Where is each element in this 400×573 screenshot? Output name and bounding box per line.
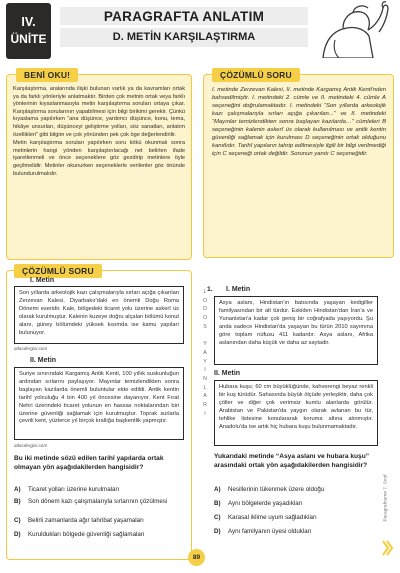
option-text: Karasal iklime uyum sağladıkları xyxy=(228,514,317,521)
unit-word: ÜNİTE xyxy=(10,32,47,46)
book-side-label xyxy=(381,458,391,538)
text2-box xyxy=(14,367,184,440)
q1-text2-body: Hubara kuşu; 60 cm büyüklüğünde, kahverengi beyaz renkli bir kuş türüdür. Sahasında büyük ölçüde yerleşiktir, daha çok çöller ve diğer çok verimsiz kumlu alanlarda görülür. Arabistan ve Pakistan'da yaygın olarak avlanan bu tür, tehlike listesine konulararak koruma altına alınmıştır. Anadolu'da ise artık hiç hubara kuşu bulunmamaktadır. xyxy=(219,384,373,430)
q1-question-stem: Yukarıdaki metinde “Asya aslanı ve hubara kuşu” arasındaki ortak yön aşağıdakilerden hangisidir? xyxy=(214,453,370,469)
option-d[interactable] xyxy=(14,531,145,538)
option-letter: B) xyxy=(14,498,21,505)
option-text: Aynı familyanın üyesi oldukları xyxy=(228,528,312,535)
text2-source: atlasdergisi.com xyxy=(14,443,48,448)
option-a[interactable] xyxy=(14,486,119,493)
read-me-paragraph: Metin karşılaştırma soruları yapılırken soru kökü okunmalı sonra metinlerin hangi yönden karşılaştırılacağı net belirlen ifade işaretlenmeli ve önce seçeneklere göz gezdirip metinlere öyle geçilmelidir. Metinler okunurken seçeneklerle verilenler göz önünde bulundurulmalıdır. xyxy=(13,140,185,177)
q1-text1-box xyxy=(214,296,378,365)
option-letter: B) xyxy=(214,500,221,507)
option-letter: D) xyxy=(214,528,221,535)
page-number: 89 xyxy=(188,549,205,566)
question-stem: Bu iki metinde sözü edilen tarihî yapılarda ortak olmayan yön aşağıdakilerden hangisidir? xyxy=(14,455,164,471)
unit-number: IV. xyxy=(21,15,36,29)
option-letter: C) xyxy=(14,517,21,524)
option-letter: C) xyxy=(214,514,221,521)
solution-box xyxy=(203,74,394,258)
option-text: Belirli zamanlarda ağır tahribat yaşamaları xyxy=(28,517,144,524)
unit-badge xyxy=(6,3,51,59)
text1-body: Son yıllarda arkeolojik kazı çalışmalarıyla sırları açığa çıkarılan Zerzevan Kalesi, Diyarbakır'daki en önemli Doğu Roma Dönemi eseridir. Kale, bölgedeki ticaret yolu üzerine askerî üs olarak kurulmuştur. Kalenin kuzeye doğru alçalan bölümü konut alanı, güney bölümdeki yüksek kısımda ise kamu yapıları bulunuyor. xyxy=(19,290,179,336)
q1-option-a[interactable] xyxy=(214,486,324,493)
option-letter: A) xyxy=(14,486,21,493)
option-text: Son dönem kazı çalışmalarıyla sırlarının çözülmesi xyxy=(28,498,168,505)
solved-question-tag: ÇÖZÜMLÜ SORU xyxy=(14,264,102,278)
person-illustration-icon xyxy=(313,0,397,58)
text1-source: atlasdergisi.com xyxy=(14,346,48,351)
option-c[interactable] xyxy=(14,517,144,524)
q1-text1-heading: I. Metin xyxy=(226,286,251,293)
text2-body: Suriye sınırındaki Kargamış Antik Kenti, 100 yıllık suskunluğun ardından sırlarını paylaşıyor. Mayınlar temizlendikten sonra başlayan kazılarda önemli buluntular elde edildi. Antik kentin tarihî yolculuğu 4 bin 400 yıl öncesine dayanıyor. Kent Fırat Nehri üzerindeki ticaret yolunun en hassas noktalarından biri üzerine güvenliği sağlamak için kurulmuştur. Toprak surlarla çevrili kent, yüzlerce yıl birçok krallığa başkentlik yapmıştır. xyxy=(19,371,179,425)
page-title: PARAGRAFTA ANLATIM xyxy=(103,9,265,24)
option-letter: D) xyxy=(14,531,21,538)
option-b[interactable] xyxy=(14,498,186,506)
option-text: Aynı bölgelerde yaşadıkları xyxy=(228,500,303,507)
read-me-box xyxy=(6,74,192,260)
option-text: Nesillerinin tükenmek üzere oldoğu xyxy=(228,486,325,493)
text1-box xyxy=(14,286,184,344)
chevron-right-icon xyxy=(382,540,393,556)
read-me-paragraph: Karşılaştırma, aralarında ilişki bulunan varlık ya da kavramları ortak ya da farklı yönleriyle anlatmaktır. Birden çok metnin ortak veya farklı yönlerinin kıyaslanmasıyla metin karşılaştırma soruları ortaya çıkar. Karşılaştırma sorularının yapabilmesi için bilgi birikimi gerekir. Çünkü kıyaslama yapılırken “ana düşünce, yardımcı düşünce, konu, tema, hikâye unsurları, düşünceyi geliştirme yolları, söz sanatları, anlatım özellikleri” gibi bilgim ve çok yönünden pek çok öge değerlendirilir. xyxy=(13,86,185,138)
text2-heading: II. Metin xyxy=(30,357,57,364)
q1-text1-body: Asya aslanı, Hindistan'ın batısında yaşayan kedigiller familyasından bir alt türdür. Eskiden Hindistan'dan İran'a ve Yunanistan'a kadar çok geniş bir coğrafyada yaşıyordu. Şu anda sadece Hindistan'da yaşayan bu türün 2010 sayımına göre toplam nüfusu 411 kadardır. Asya aslanı, Afrika aslanından daha küçük ve daha az saytadir. xyxy=(219,300,373,346)
q1-option-d[interactable] xyxy=(214,528,311,535)
solution-tag: ÇÖZÜMLÜ SORU xyxy=(212,68,300,82)
option-letter: A) xyxy=(214,486,221,493)
read-me-tag: BENİ OKU! xyxy=(16,68,78,82)
question-number: 1. xyxy=(207,286,213,293)
q1-text2-heading: II. Metin xyxy=(214,370,241,377)
page-subtitle: D. METİN KARŞILAŞTIRMA xyxy=(112,31,256,43)
option-text: Ticaret yolları üzerine kurulmaları xyxy=(28,486,120,493)
text1-heading: I. Metin xyxy=(30,277,55,284)
option-text: Kuruldukları bölgede güvenliği sağlamaları xyxy=(28,531,145,538)
solution-paragraph: I. metinde Zerzevan Kalesi, II. metinde Kargamış Antik Kenti'nden bahsedilmiştir. I. metindeki 2. cümle ve II. metindeki 4. cümle A seçeneğini doğrulamaktadır. I. metindeki “Son yıllarda arkeolojik kazı çalışmalarıyla sırları açığa çıkarılan...” ve II. metindeki “Mayınlar temizlendikten sonra başlayan kazılarda…” cümleleri B seçeneğinin kalenin askerî üs olarak kullanılması ve antik kentin güvenliği sağlamak için kurulması D seçeneğinin ortak olduğunu kanıtlıdır. Tarihî yapıların tahrip edilmesiyle ilgili bir bilgi verilmediği için C seçeneği ortak değildir. Sorunun yanıtı C seçeneğidir. xyxy=(212,87,386,157)
q1-option-b[interactable] xyxy=(214,500,303,507)
q1-text2-box xyxy=(214,380,378,446)
q1-option-c[interactable] xyxy=(214,514,317,521)
book-side-label-text: Paragrafname 7. Sınıf xyxy=(383,474,389,522)
publisher-vertical-text: L O D O S Y A Y I N L A R I xyxy=(202,289,208,417)
